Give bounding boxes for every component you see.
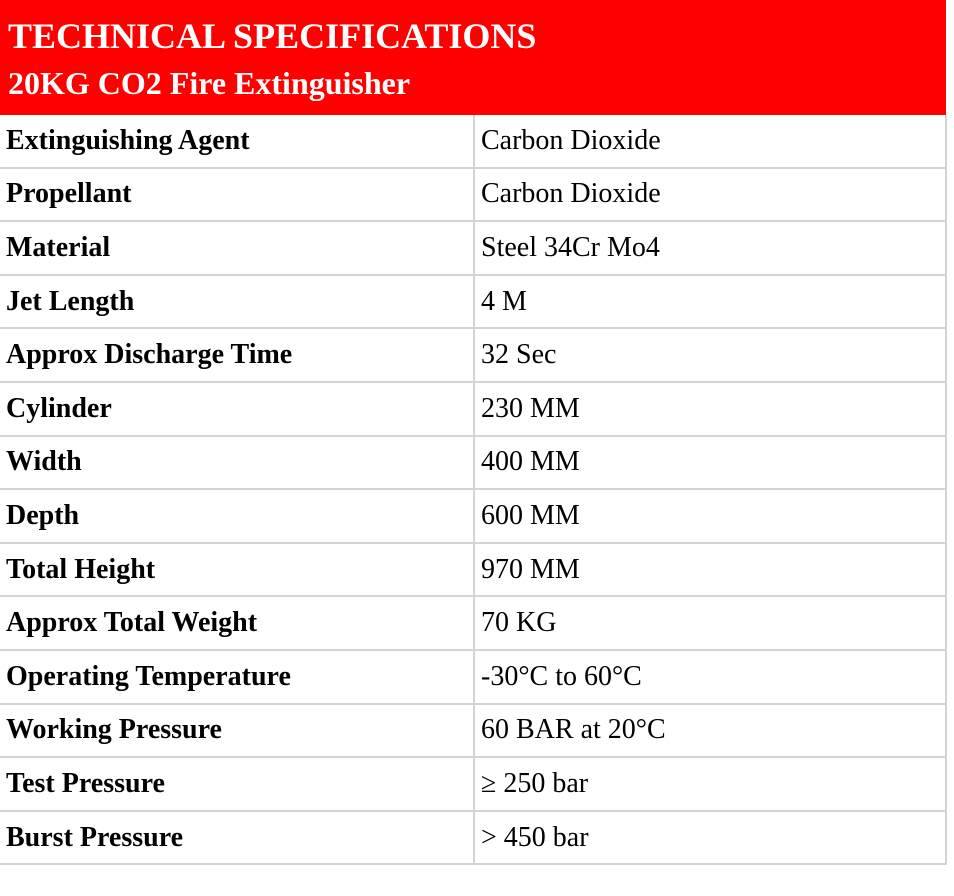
spec-label: Width: [0, 436, 474, 490]
spec-value: 600 MM: [474, 489, 946, 543]
spec-label: Approx Discharge Time: [0, 328, 474, 382]
table-row: [0, 436, 946, 490]
spec-table: [0, 115, 947, 865]
spec-value: 400 MM: [474, 436, 946, 490]
spec-label: Depth: [0, 489, 474, 543]
spec-label: Working Pressure: [0, 704, 474, 758]
table-row: [0, 382, 946, 436]
spec-value: Carbon Dioxide: [474, 168, 946, 222]
table-row: [0, 221, 946, 275]
table-row: [0, 115, 946, 168]
spec-label: Jet Length: [0, 275, 474, 329]
spec-value: -30°C to 60°C: [474, 650, 946, 704]
table-row: [0, 328, 946, 382]
table-row: [0, 596, 946, 650]
spec-label: Propellant: [0, 168, 474, 222]
spec-value: 60 BAR at 20°C: [474, 704, 946, 758]
table-row: [0, 489, 946, 543]
table-row: [0, 275, 946, 329]
product-subtitle: 20KG CO2 Fire Extinguisher: [8, 65, 411, 101]
spec-value: Steel 34Cr Mo4: [474, 221, 946, 275]
spec-value: 4 M: [474, 275, 946, 329]
page-title: TECHNICAL SPECIFICATIONS: [8, 16, 537, 56]
spec-label: Test Pressure: [0, 757, 474, 811]
spec-value: 970 MM: [474, 543, 946, 597]
spec-label: Material: [0, 221, 474, 275]
spec-value: Carbon Dioxide: [474, 115, 946, 168]
spec-label: Burst Pressure: [0, 811, 474, 865]
table-row: [0, 811, 946, 865]
spec-label: Operating Temperature: [0, 650, 474, 704]
spec-value: 230 MM: [474, 382, 946, 436]
spec-value: ≥ 250 bar: [474, 757, 946, 811]
table-row: [0, 543, 946, 597]
table-row: [0, 757, 946, 811]
spec-value: > 450 bar: [474, 811, 946, 865]
spec-value: 70 KG: [474, 596, 946, 650]
spec-label: Cylinder: [0, 382, 474, 436]
table-row: [0, 650, 946, 704]
spec-label: Total Height: [0, 543, 474, 597]
spec-header: [0, 0, 946, 115]
table-row: [0, 168, 946, 222]
spec-label: Approx Total Weight: [0, 596, 474, 650]
spec-label: Extinguishing Agent: [0, 115, 474, 168]
table-row: [0, 704, 946, 758]
spec-value: 32 Sec: [474, 328, 946, 382]
